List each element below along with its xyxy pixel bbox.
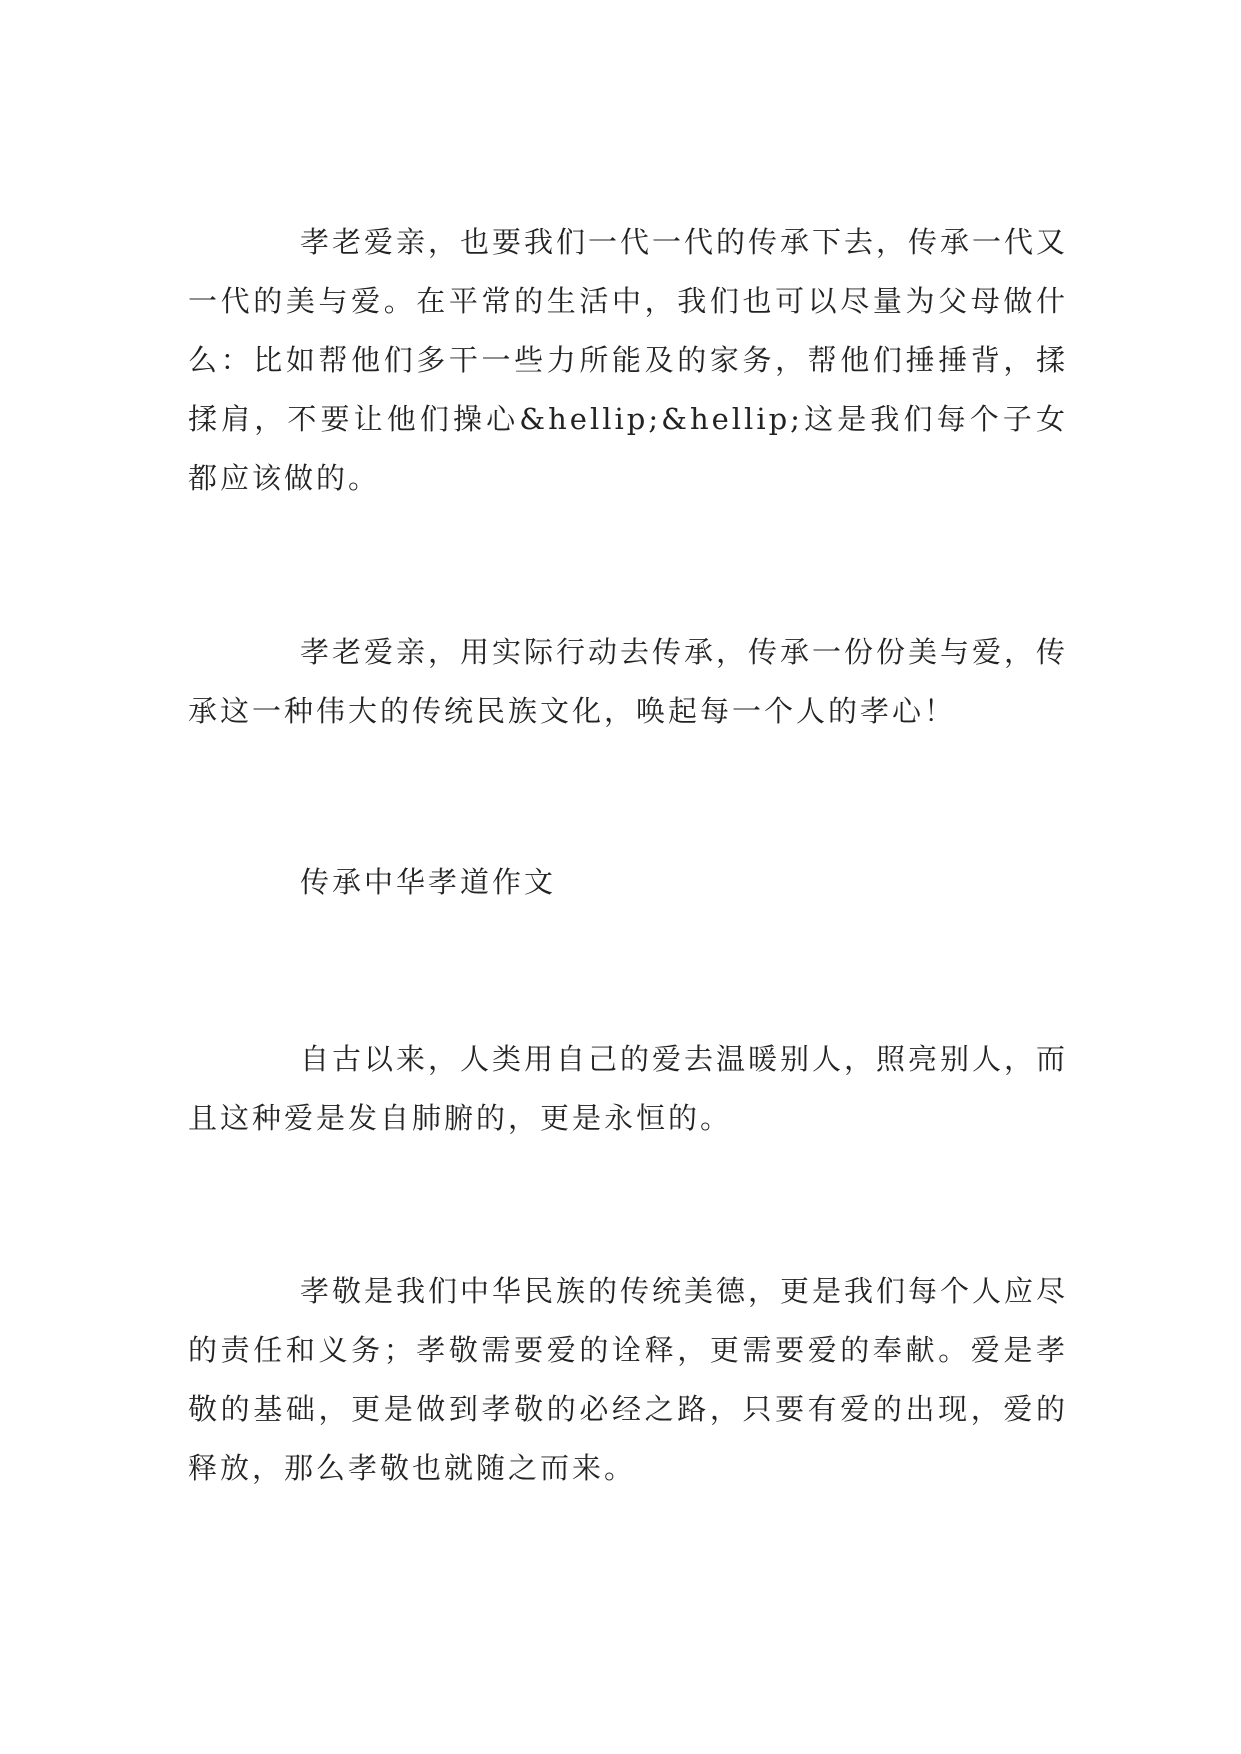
essay-title: 传承中华孝道作文	[300, 865, 557, 899]
paragraph-filial-piety-inheritance: 孝老爱亲，也要我们一代一代的传承下去，传承一代又一代的美与爱。在平常的生活中，我们也可以尽量为父母做什么：比如帮他们多干一些力所能及的家务，帮他们捶捶背，揉揉肩，不要让他们操心&hellip;&hellip;这是我们每个子女都应该做的。	[188, 225, 1069, 495]
paragraph-love-since-ancient-times: 自古以来，人类用自己的爱去温暖别人，照亮别人，而且这种爱是发自肺腑的，更是永恒的。	[188, 1042, 1069, 1135]
paragraph-respect-and-love: 孝敬是我们中华民族的传统美德，更是我们每个人应尽的责任和义务；孝敬需要爱的诠释，更需要爱的奉献。爱是孝敬的基础，更是做到孝敬的必经之路，只要有爱的出现，爱的释放，那么孝敬也就随之而来。	[188, 1274, 1069, 1485]
paragraph-filial-piety-action: 孝老爱亲，用实际行动去传承，传承一份份美与爱，传承这一种伟大的传统民族文化，唤起每一个人的孝心！	[188, 635, 1069, 728]
